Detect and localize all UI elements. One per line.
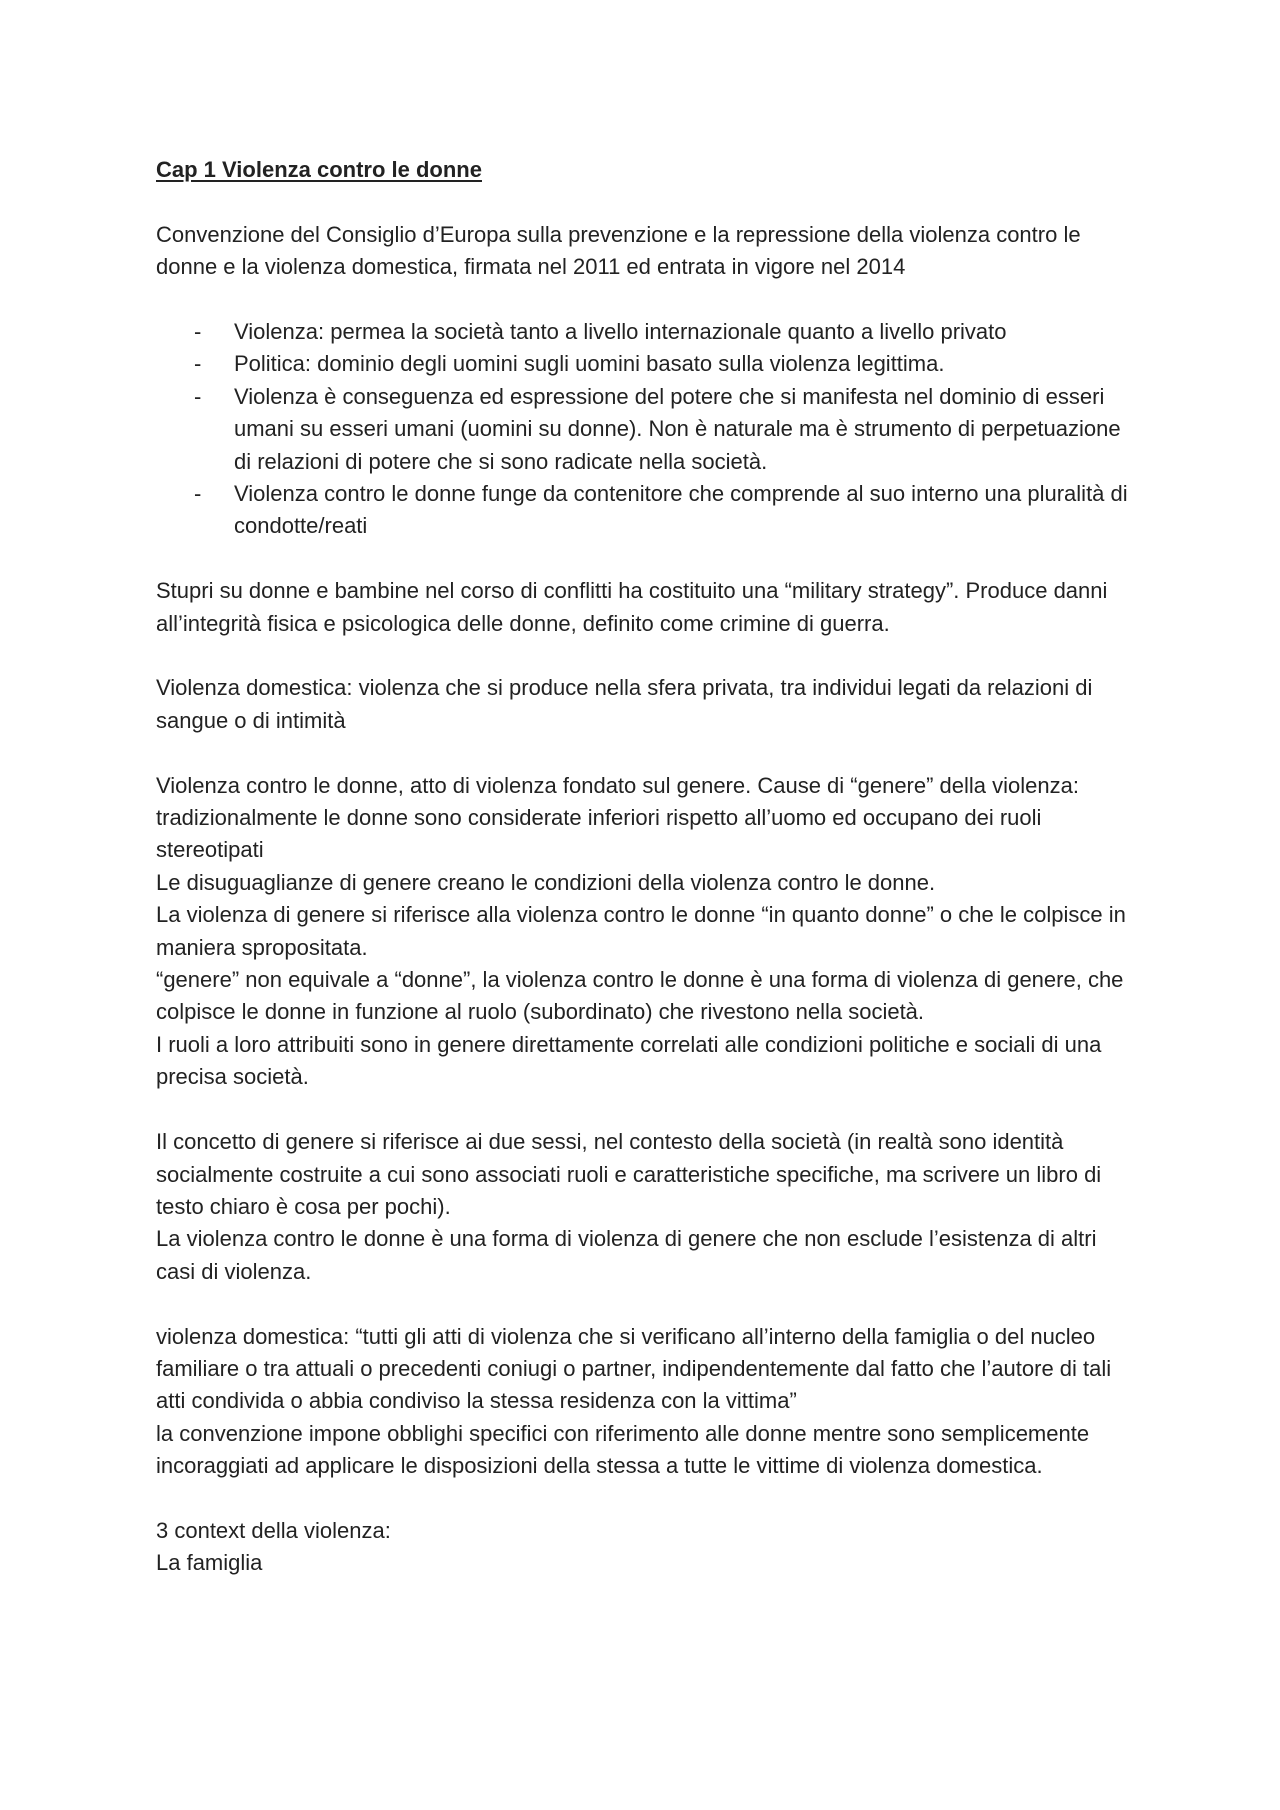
intro-paragraph: Convenzione del Consiglio d’Europa sulla prevenzione e la repressione della violenza contro le donne e la violenza domestica, firmata nel 2011 ed entrata in vigore nel 2014 — [156, 221, 1081, 280]
bullet-list — [156, 316, 1130, 543]
block-context — [156, 1515, 1130, 1580]
list-item — [156, 478, 1130, 543]
list-item-text: Violenza è conseguenza ed espressione del potere che si manifesta nel dominio di esseri umani su esseri umani (uomini su donne). Non è naturale ma è strumento di perpetuazione di relazioni di potere che si sono radicate nella società. — [234, 383, 1121, 474]
list-item — [156, 348, 1130, 380]
dash-marker: - — [194, 481, 202, 507]
text-line: Il concetto di genere si riferisce ai due sessi, nel contesto della società (in realtà sono identità socialmente costruite a cui sono associati ruoli e caratteristiche specifiche, ma scrivere un libro di testo chiaro è cosa per pochi). — [156, 1129, 1102, 1219]
block-genere — [156, 770, 1130, 1094]
list-item — [156, 316, 1130, 348]
paragraph-stupri: Stupri su donne e bambine nel corso di conflitti ha costituito una “military strategy”. Produce danni all’integrità fisica e psicologica delle donne, definito come crimine di guerra. — [156, 578, 1108, 636]
list-item-text: Violenza contro le donne funge da contenitore che comprende al suo interno una pluralità di condotte/reati — [234, 481, 1128, 539]
paragraph-violenza-domestica: Violenza domestica: violenza che si produce nella sfera privata, tra individui legati da relazioni di sangue o di intimità — [156, 675, 1093, 733]
document-title: Cap 1 Violenza contro le donne — [156, 157, 482, 182]
text-line: Violenza contro le donne, atto di violenza fondato sul genere. Cause di “genere” della violenza: tradizionalmente le donne sono considerate inferiori rispetto all’uomo ed occupano dei ruoli stereotipati — [156, 772, 1079, 863]
text-line: violenza domestica: “tutti gli atti di violenza che si verificano all’interno della famiglia o del nucleo familiare o tra attuali o precedenti coniugi o partner, indipendentemente dal fatto che l’autore di tali atti condivida o abbia condiviso la stessa residenza con la vittima” — [156, 1323, 1112, 1414]
list-item-text: Politica: dominio degli uomini sugli uomini basato sulla violenza legittima. — [234, 351, 945, 377]
list-item-text: Violenza: permea la società tanto a livello internazionale quanto a livello privato — [234, 319, 1007, 344]
dash-marker: - — [194, 351, 202, 377]
block-definizione-violenza-domestica — [156, 1321, 1130, 1483]
text-line: La famiglia — [156, 1550, 263, 1576]
dash-marker: - — [194, 383, 202, 409]
dash-marker: - — [194, 319, 202, 344]
block-concetto-genere — [156, 1126, 1130, 1288]
text-line: Le disuguaglianze di genere creano le condizioni della violenza contro le donne. — [156, 869, 936, 895]
text-line: la convenzione impone obblighi specifici con riferimento alle donne mentre sono semplicemente incoraggiati ad applicare le disposizioni della stessa a tutte le vittime di violenza domestica. — [156, 1420, 1090, 1479]
text-line: La violenza contro le donne è una forma di violenza di genere che non esclude l’esistenza di altri casi di violenza. — [156, 1226, 1097, 1284]
text-line: 3 context della violenza: — [156, 1517, 391, 1543]
text-line: “genere” non equivale a “donne”, la violenza contro le donne è una forma di violenza di genere, che colpisce le donne in funzione al ruolo (subordinato) che rivestono nella società. — [156, 967, 1124, 1025]
text-line: I ruoli a loro attribuiti sono in genere direttamente correlati alle condizioni politiche e sociali di una precisa società. — [156, 1031, 1102, 1090]
list-item — [156, 381, 1130, 478]
text-line: La violenza di genere si riferisce alla violenza contro le donne “in quanto donne” o che le colpisce in maniera spropositata. — [156, 902, 1126, 960]
